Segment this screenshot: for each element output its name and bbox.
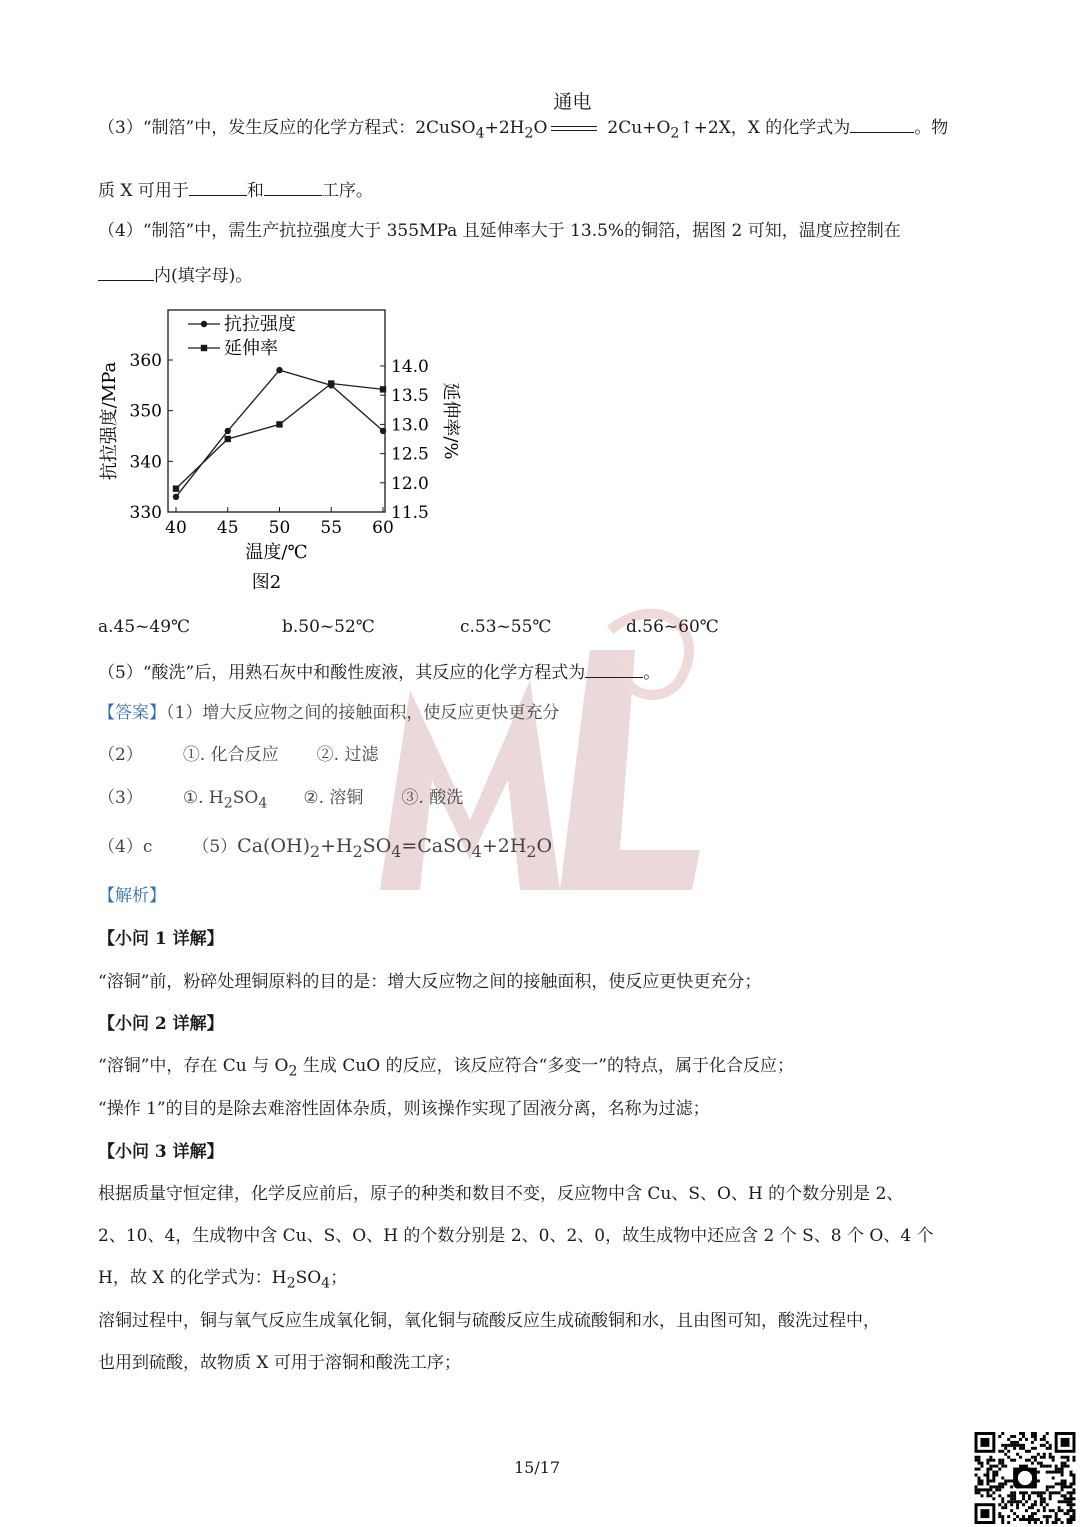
- series-0-point-1: [225, 428, 231, 434]
- chart-title: 图2: [251, 572, 282, 593]
- series-1-point-0: [173, 485, 179, 491]
- y2-tick-label-2: 12.5: [391, 444, 429, 465]
- subquestion-2-title: 【小问 2 详解】: [98, 1014, 224, 1034]
- answer-blank-x: [850, 114, 914, 133]
- x-tick-label-4: 60: [372, 518, 394, 538]
- series-line-1: [176, 384, 383, 489]
- answer-tag: 【答案】: [98, 703, 166, 723]
- analysis-tag: 【解析】: [98, 886, 166, 906]
- q3-line-2: 质 X 可用于 和 工序。: [98, 177, 373, 203]
- y2-tick-label-4: 13.5: [391, 386, 429, 407]
- series-1-point-2: [276, 421, 282, 427]
- answer-line-2: （2） ①. 化合反应 ②. 过滤: [98, 745, 379, 765]
- subquestion-1-text: “溶铜”前，粉碎处理铜原料的目的是：增大反应物之间的接触面积，使反应更快更充分；: [98, 972, 762, 992]
- x-tick-label-1: 45: [216, 518, 239, 538]
- answer-line-1: 【答案】（1）增大反应物之间的接触面积，使反应更快更充分: [98, 703, 560, 723]
- answer-blank-1: [189, 177, 247, 196]
- subquestion-3-text-4: 溶铜过程中，铜与氧气反应生成氧化铜，氧化铜与硫酸反应生成硫酸铜和水，且由图可知，酸洗过程中，: [98, 1311, 880, 1331]
- x-tick-label-2: 50: [268, 518, 291, 538]
- subquestion-3-text-3: H，故 X 的化学式为：$H_2SO_4$；: [98, 1268, 348, 1292]
- legend-label-0: 抗拉强度: [224, 314, 296, 335]
- subquestion-3-text-5: 也用到硫酸，故物质 X 可用于溶铜和酸洗工序；: [98, 1353, 461, 1373]
- answer-line-4: （4）c $(5)Ca(OH)_2+H_2SO_4=CaSO_4+2H_2O$: [98, 835, 553, 861]
- series-1-point-1: [225, 436, 231, 442]
- legend-marker-1: [201, 345, 207, 351]
- y-tick-label-1: 340: [129, 452, 162, 473]
- subquestion-2-text-2: “操作 1”的目的是除去难溶性固体杂质，则该操作实现了固液分离，名称为过滤；: [98, 1099, 710, 1119]
- x-tick-label-0: 40: [165, 518, 187, 538]
- y-tick-label-0: 330: [129, 503, 162, 523]
- option-d[interactable]: d.56~60℃: [626, 617, 719, 637]
- legend-label-1: 延伸率: [224, 338, 278, 359]
- y-tick-label-2: 350: [129, 401, 162, 422]
- page-number: 15/17: [514, 1458, 561, 1477]
- series-0-point-4: [380, 428, 386, 434]
- option-a[interactable]: a.45~49℃: [98, 617, 191, 637]
- reaction-condition: 通电: [547, 120, 607, 138]
- q4-line-2: 内(填字母)。: [98, 262, 252, 288]
- answer-line-3: （3） ①. $H_2SO_4$ ②. 溶铜 ③. 酸洗: [98, 788, 464, 812]
- subquestion-3-text-1: 根据质量守恒定律，化学反应前后，原子的种类和数目不变，反应物中含 Cu、S、O、H 的个数分别是 2、: [98, 1184, 904, 1204]
- x-tick-label-3: 55: [320, 518, 343, 538]
- q5-line: （5）“酸洗”后，用熟石灰中和酸性废液，其反应的化学方程式为 。: [98, 659, 660, 685]
- answer-blank-q4: [98, 262, 154, 281]
- option-b[interactable]: b.50~52℃: [282, 617, 375, 637]
- y-tick-label-3: 360: [129, 351, 162, 371]
- subquestion-2-text-1: “溶铜”中，存在 Cu 与 $O_2$ 生成 CuO 的反应，该反应符合“多变一”的特点，属于化合反应；: [98, 1056, 795, 1080]
- x-axis-label: 温度/℃: [245, 542, 308, 563]
- y2-tick-label-3: 13.0: [391, 415, 429, 436]
- y2-tick-label-1: 12.0: [391, 473, 429, 494]
- figure-2-chart: [95, 300, 495, 600]
- series-0-point-0: [173, 494, 179, 500]
- legend-marker-0: [201, 321, 207, 327]
- series-1-point-3: [328, 380, 334, 386]
- subquestion-1-title: 【小问 1 详解】: [98, 929, 224, 949]
- qr-code-icon[interactable]: [974, 1432, 1076, 1524]
- y2-tick-label-0: 11.5: [391, 503, 429, 523]
- series-line-0: [176, 370, 383, 497]
- y2-tick-label-5: 14.0: [391, 357, 429, 377]
- subquestion-3-text-2: 2、10、4，生成物中含 Cu、S、O、H 的个数分别是 2、0、2、0，故生成物中还应含 2 个 S、8 个 O、4 个: [98, 1226, 934, 1246]
- y2-axis-label: 延伸率/%: [440, 382, 461, 460]
- subquestion-3-title: 【小问 3 详解】: [98, 1142, 224, 1162]
- answer-blank-q5: [585, 659, 643, 678]
- series-1-point-4: [380, 386, 386, 392]
- q4-line-1: （4）“制箔”中，需生产抗拉强度大于 355MPa 且延伸率大于 13.5%的铜箔，据图 2 可知，温度应控制在: [98, 221, 901, 241]
- series-0-point-2: [276, 367, 282, 373]
- q3-line-1: （3）“制箔”中，发生反应的化学方程式：$2CuSO_4+2H_2O$ 通电 $2Cu+O_2↑+2X$，X 的化学式为 。物: [98, 90, 949, 142]
- y-axis-label: 抗拉强度/MPa: [99, 361, 120, 481]
- answer-blank-2: [264, 177, 322, 196]
- option-c[interactable]: c.53~55℃: [460, 617, 552, 637]
